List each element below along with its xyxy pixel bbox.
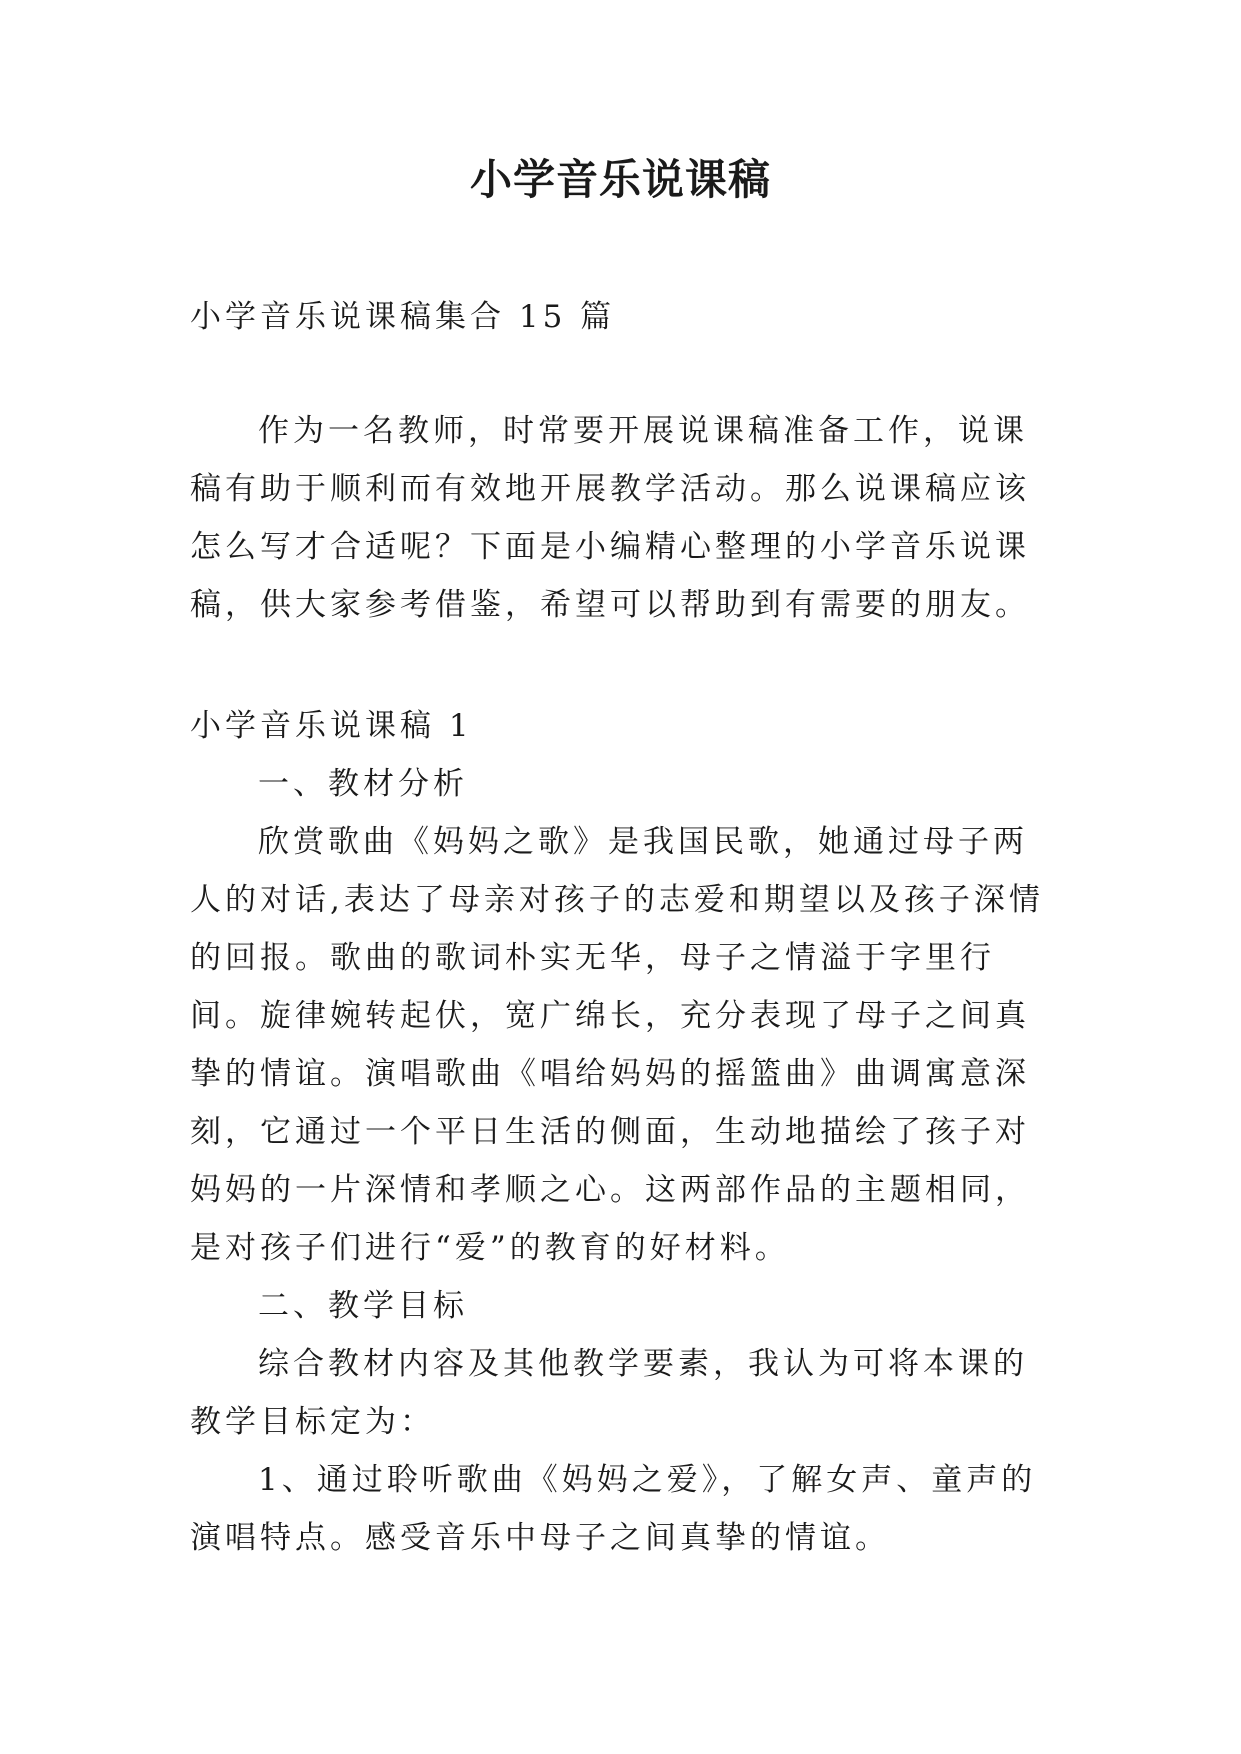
collection-subtitle: 小学音乐说课稿集合 15 篇 <box>190 299 616 335</box>
section-heading-analysis: 一、教材分析 <box>258 766 468 802</box>
section-heading-goals: 二、教学目标 <box>258 1288 468 1324</box>
document-title: 小学音乐说课稿 <box>469 155 771 204</box>
goal-item-1: 1、通过聆听歌曲《妈妈之爱》，了解女声、童声的演唱特点。感受音乐中母子之间真挚的情谊。 <box>190 1462 1037 1556</box>
section-title: 小学音乐说课稿 1 <box>190 708 473 744</box>
analysis-paragraph: 欣赏歌曲《妈妈之歌》是我国民歌，她通过母子两人的对话,表达了母亲对孩子的志爱和期望以及孩子深情的回报。歌曲的歌词朴实无华，母子之情溢于字里行间。旋律婉转起伏，宽广绵长，充分表现了母子之间真挚的情谊。演唱歌曲《唱给妈妈的摇篮曲》曲调寓意深刻，它通过一个平日生活的侧面，生动地描绘了孩子对妈妈的一片深情和孝顺之心。这两部作品的主题相同，是对孩子们进行“爱”的教育的好材料。 <box>190 824 1044 1266</box>
intro-paragraph: 作为一名教师，时常要开展说课稿准备工作，说课稿有助于顺利而有效地开展教学活动。那么说课稿应该怎么写才合适呢？下面是小编精心整理的小学音乐说课稿，供大家参考借鉴，希望可以帮助到有需要的朋友。 <box>190 413 1030 623</box>
goals-paragraph: 综合教材内容及其他教学要素，我认为可将本课的教学目标定为： <box>190 1346 1028 1440</box>
article-section <box>190 697 1050 1567</box>
